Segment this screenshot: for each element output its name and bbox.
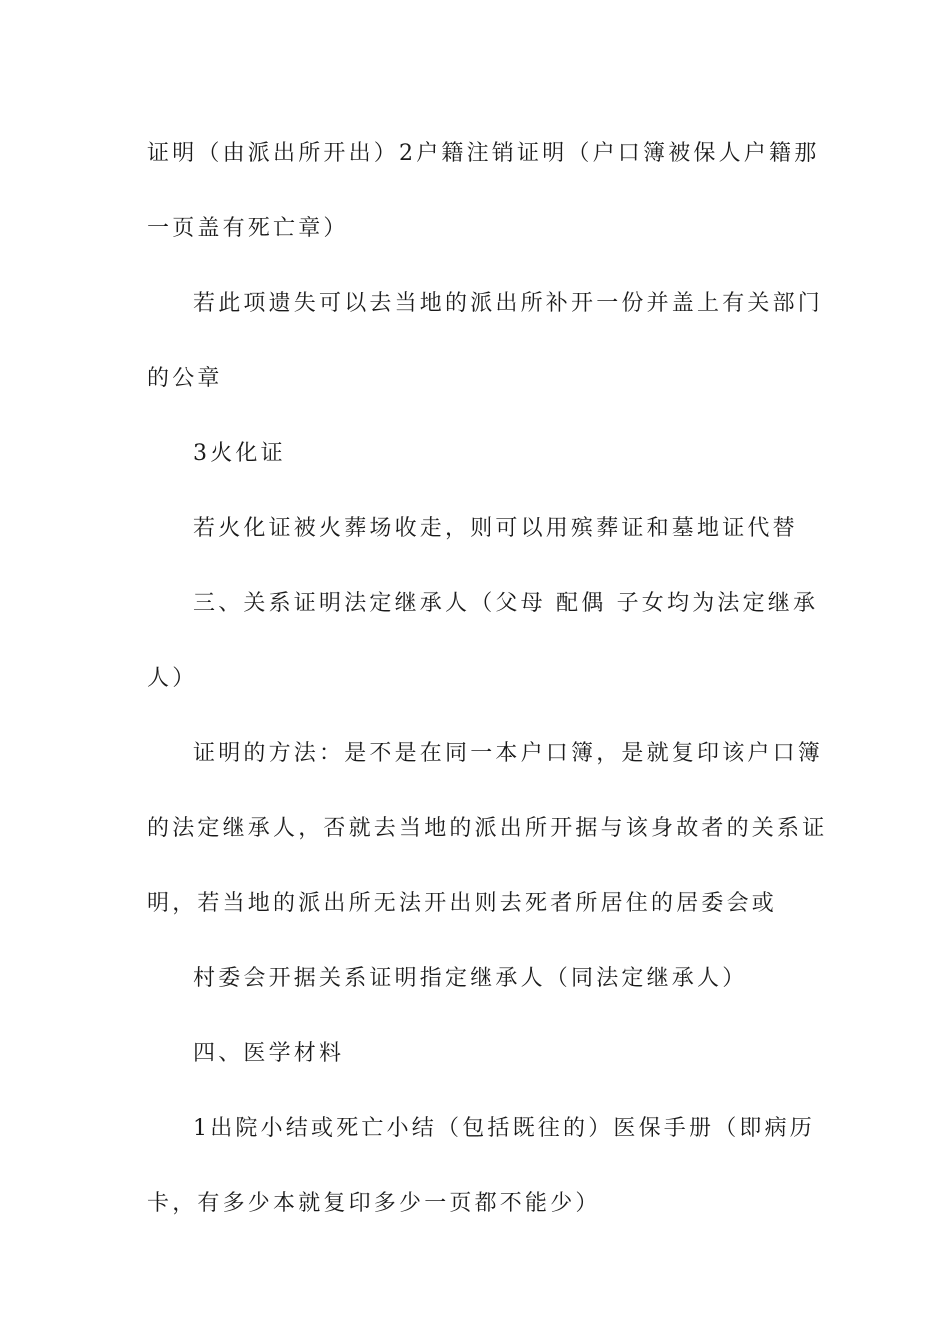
text-line: 证明（由派出所开出）2户籍注销证明（户口簿被保人户籍那 (147, 141, 820, 166)
section-heading-line: 三、关系证明法定继承人（父母 配偶 子女均为法定继承 (193, 591, 819, 616)
text-line: 一页盖有死亡章） (147, 216, 349, 241)
text-line: 卡，有多少本就复印多少一页都不能少） (147, 1191, 601, 1216)
text-line: 1出院小结或死亡小结（包括既往的）医保手册（即病历 (193, 1116, 815, 1141)
text-line: 人） (147, 666, 198, 691)
text-line: 3火化证 (193, 441, 286, 466)
text-line: 明，若当地的派出所无法开出则去死者所居住的居委会或 (147, 891, 778, 916)
text-line: 村委会开据关系证明指定继承人（同法定继承人） (193, 966, 748, 991)
text-line: 若此项遗失可以去当地的派出所补开一份并盖上有关部门 (193, 291, 824, 316)
text-line: 的法定继承人，否就去当地的派出所开据与该身故者的关系证 (147, 816, 828, 841)
text-line: 的公章 (147, 366, 223, 391)
text-line: 若火化证被火葬场收走，则可以用殡葬证和墓地证代替 (193, 516, 798, 541)
document-body (147, 131, 828, 1256)
text-line: 证明的方法：是不是在同一本户口簿，是就复印该户口簿 (193, 741, 824, 766)
section-heading-line: 四、医学材料 (193, 1041, 345, 1066)
